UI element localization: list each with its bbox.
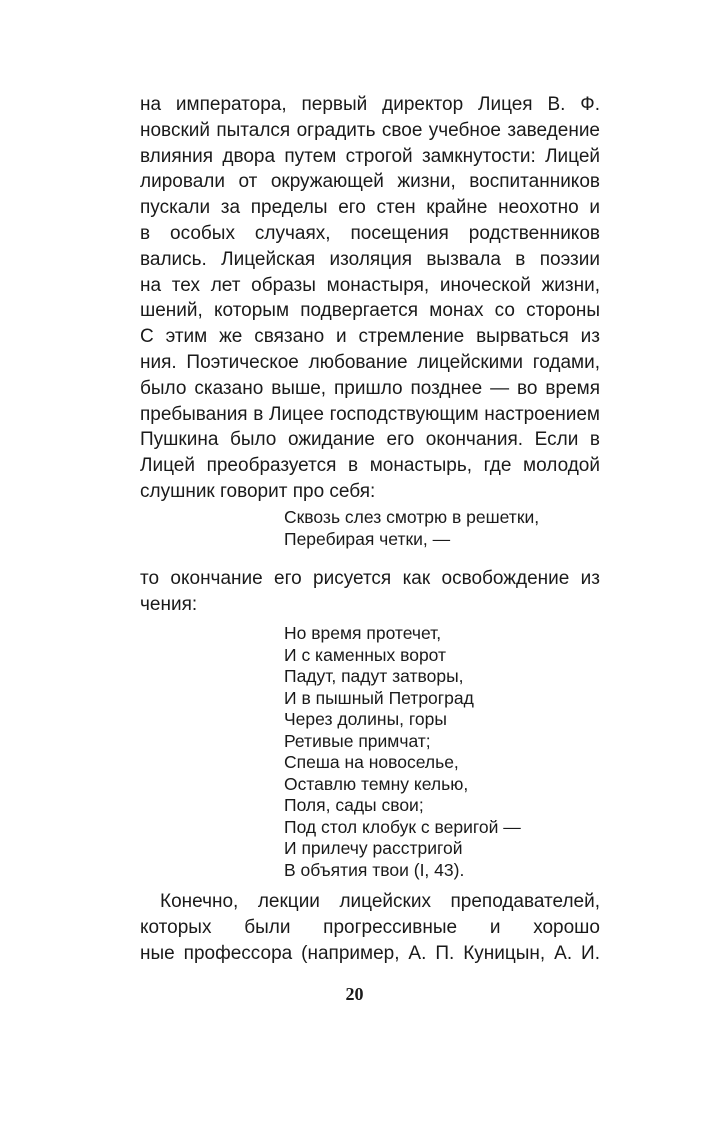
paragraph-1 <box>140 92 600 505</box>
verse-line: Перебирая четки, — <box>284 528 451 549</box>
text-line: Пушкина было ожидание его окончания. Если в <box>140 429 600 451</box>
verse-line: Оставлю темну келью, <box>284 773 469 794</box>
text-line: пускали за пределы его стен крайне неохотно и <box>140 197 600 219</box>
verse-line: И с каменных ворот <box>284 644 447 665</box>
text-line: которых были прогрессивные и хорошо <box>140 916 600 938</box>
text-line: Лицей преобразуется в монастырь, где молодой <box>140 455 600 477</box>
text-line: шений, которым подвергается монах со стороны <box>140 300 600 322</box>
verse-line: Спеша на новоселье, <box>284 752 459 772</box>
text-line: лировали от окружающей жизни, воспитанников <box>140 171 600 193</box>
verse-line: Сквозь слез смотрю в решетки, <box>284 507 540 527</box>
text-line: на императора, первый директор Лицея В. Ф. <box>140 94 600 115</box>
text-line: новский пытался оградить свое учебное заведение <box>140 119 600 141</box>
text-line: на тех лет образы монастыря, иноческой жизни, <box>140 274 600 296</box>
paragraph-3 <box>140 889 600 966</box>
verse-quote-2 <box>284 623 521 881</box>
text-line: в особых случаях, посещения родственников <box>140 222 600 244</box>
text-line: Конечно, лекции лицейских преподавателей, <box>160 891 600 912</box>
text-line: чения: <box>140 593 198 615</box>
text-line: С этим же связано и стремление вырваться из <box>140 326 600 348</box>
text-line: влияния двора путем строгой замкнутости: Лицей <box>140 145 600 167</box>
verse-line: И прилечу расстригой <box>284 838 463 858</box>
page-number: 20 <box>345 984 364 1004</box>
text-line: пребывания в Лицее господствующим настроением <box>140 403 600 425</box>
text-line: то окончание его рисуется как освобождение из <box>140 568 600 589</box>
text-line: ния. Поэтическое любование лицейскими годами, <box>140 351 600 373</box>
verse-line: Поля, сады свои; <box>284 795 424 815</box>
text-line: ные профессора (например, А. П. Куницын, А. И. <box>140 942 600 964</box>
verse-line: Ретивые примчат; <box>284 730 431 751</box>
text-line: слушник говорит про себя: <box>140 480 376 502</box>
verse-line: Под стол клобук с веригой — <box>284 816 521 837</box>
verse-line: Через долины, горы <box>284 709 447 729</box>
text-line: вались. Лицейская изоляция вызвала в поэзии <box>140 248 600 270</box>
verse-quote-1 <box>284 507 539 550</box>
verse-line: В объятия твои (I, 43). <box>284 859 465 880</box>
verse-line: Падут, падут затворы, <box>284 666 464 686</box>
verse-line: Но время протечет, <box>284 623 442 643</box>
verse-line: И в пышный Петроград <box>284 687 474 708</box>
paragraph-2 <box>140 566 600 618</box>
text-line: было сказано выше, пришло позднее — во время <box>140 377 600 399</box>
